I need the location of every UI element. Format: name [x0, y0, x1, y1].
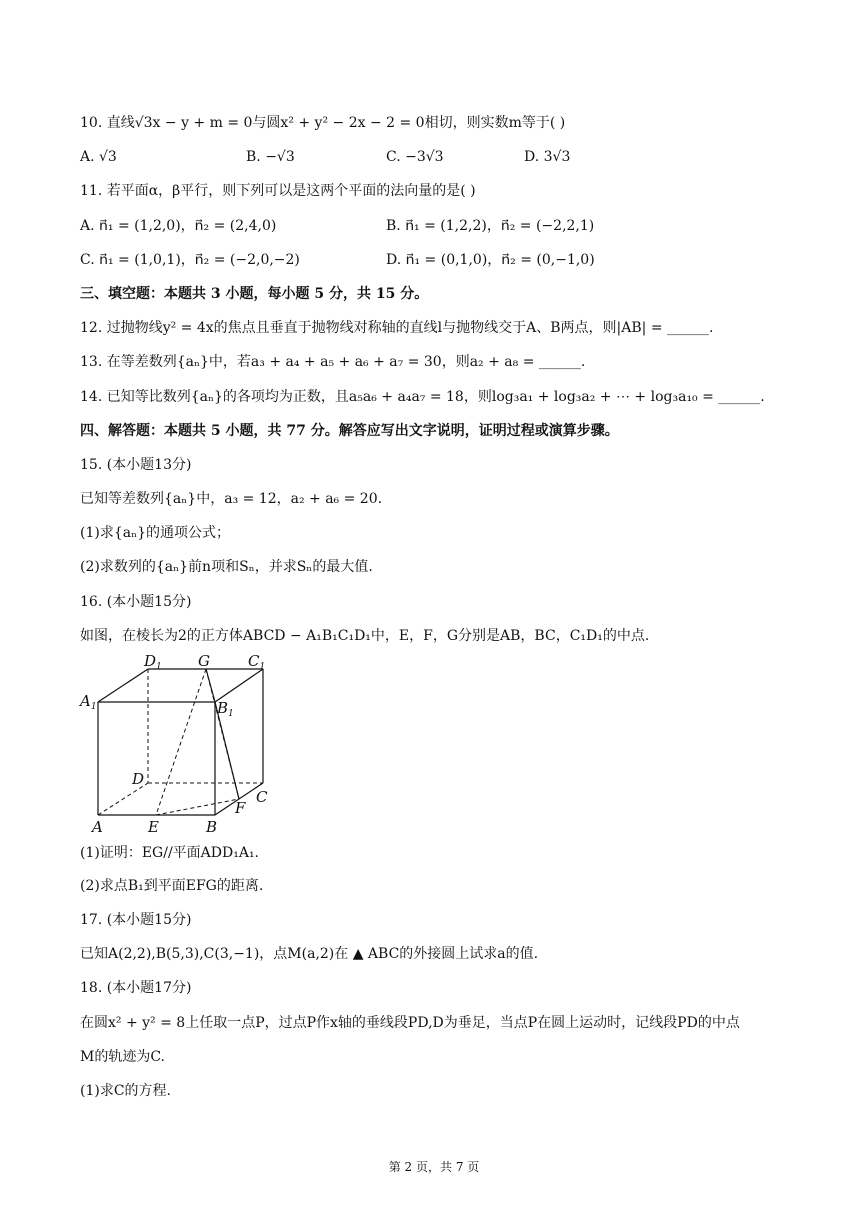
- q11-stem: 11. 若平面α，β平行，则下列可以是这两个平面的法向量的是( ): [80, 183, 476, 199]
- q18-title: 18. (本小题17分): [80, 980, 192, 996]
- q13-stem: 13. 在等差数列{aₙ}中，若a₃ + a₄ + a₅ + a₆ + a₇ = 30，则a₂ + a₈ = ______.: [80, 354, 586, 370]
- q15-title: 15. (本小题13分): [80, 457, 192, 473]
- label-e: E: [148, 818, 159, 836]
- label-d1: $D_1$: [144, 652, 162, 672]
- q11-option-c: C. n⃗₁ = (1,0,1)，n⃗₂ = (−2,0,−2): [80, 252, 300, 268]
- q17-stem: 已知A(2,2),B(5,3),C(3,−1)，点M(a,2)在 ▲ ABC的外接圆上试求a的值.: [80, 946, 539, 962]
- q11-option-b: B. n⃗₁ = (1,2,2)，n⃗₂ = (−2,2,1): [386, 218, 595, 234]
- q18-part-1: (1)求C的方程.: [80, 1083, 171, 1099]
- q10-stem: 10. 直线√3x − y + m = 0与圆x² + y² − 2x − 2 = 0相切，则实数m等于( ): [80, 115, 566, 131]
- q15-part-1: (1)求{aₙ}的通项公式；: [80, 525, 231, 541]
- label-b: B: [206, 818, 218, 836]
- label-b1: $B_1$: [217, 699, 234, 719]
- q10-option-c: C. −3√3: [386, 149, 444, 165]
- q10-option-d: D. 3√3: [524, 149, 571, 165]
- q12-stem: 12. 过抛物线y² = 4x的焦点且垂直于抛物线对称轴的直线l与抛物线交于A、B两点，则|AB| = ______.: [80, 320, 714, 336]
- q15-stem: 已知等差数列{aₙ}中，a₃ = 12，a₂ + a₆ = 20.: [80, 491, 383, 507]
- q14-stem: 14. 已知等比数列{aₙ}的各项均为正数，且a₅a₆ + a₄a₇ = 18，则log₃a₁ + log₃a₂ + ⋯ + log₃a₁₀ = ______.: [80, 389, 765, 405]
- q10-option-b: B. −√3: [246, 149, 295, 165]
- q16-stem: 如图，在棱长为2的正方体ABCD − A₁B₁C₁D₁中，E，F，G分别是AB，BC，C₁D₁的中点.: [80, 628, 650, 644]
- label-c1: $C_1$: [248, 652, 266, 672]
- label-f: F: [235, 799, 246, 817]
- cube-figure: [78, 650, 288, 840]
- section-3-heading: 三、填空题：本题共 3 小题，每小题 5 分，共 15 分。: [80, 286, 429, 302]
- q17-title: 17. (本小题15分): [80, 912, 192, 928]
- q11-option-a: A. n⃗₁ = (1,2,0)，n⃗₂ = (2,4,0): [80, 218, 277, 234]
- q16-part-1: (1)证明：EG//平面ADD₁A₁.: [80, 845, 260, 861]
- q10-option-a: A. √3: [80, 149, 117, 165]
- section-4-heading: 四、解答题：本题共 5 小题，共 77 分。解答应写出文字说明，证明过程或演算步骤。: [80, 423, 619, 439]
- q18-stem-line-1: 在圆x² + y² = 8上任取一点P，过点P作x轴的垂线段PD,D为垂足，当点P在圆上运动时，记线段PD的中点: [80, 1015, 740, 1031]
- label-a1: $A_1$: [80, 692, 97, 712]
- label-c: C: [256, 788, 268, 806]
- page-footer: 第 2 页，共 7 页: [388, 1160, 480, 1174]
- label-a: A: [92, 818, 103, 836]
- q16-part-2: (2)求点B₁到平面EFG的距离.: [80, 878, 264, 894]
- q15-part-2: (2)求数列的{aₙ}前n项和Sₙ，并求Sₙ的最大值.: [80, 559, 373, 575]
- label-g: G: [198, 652, 210, 670]
- q16-title: 16. (本小题15分): [80, 594, 192, 610]
- label-d: D: [132, 770, 145, 788]
- q11-option-d: D. n⃗₁ = (0,1,0)，n⃗₂ = (0,−1,0): [386, 252, 595, 268]
- q18-stem-line-2: M的轨迹为C.: [80, 1049, 165, 1065]
